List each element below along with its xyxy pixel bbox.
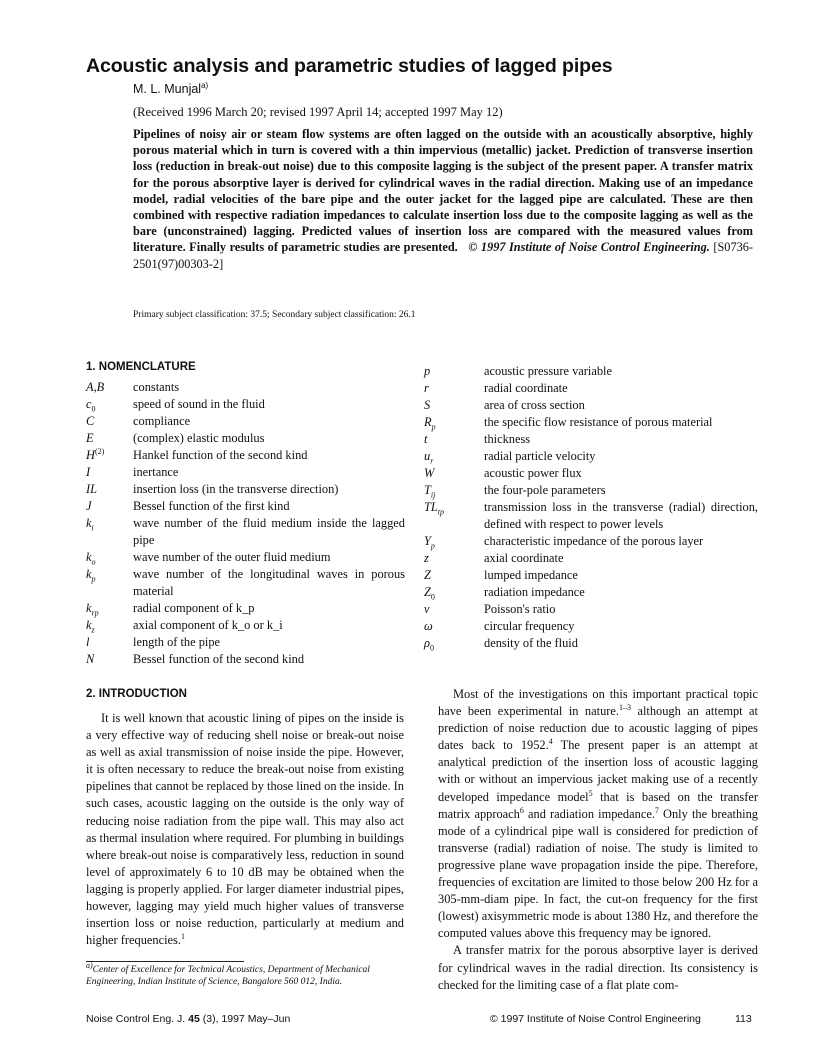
nomenclature-row bbox=[86, 498, 406, 515]
nomenclature-symbol: $Y_p$ bbox=[424, 534, 435, 551]
nomenclature-row bbox=[424, 380, 758, 397]
nomenclature-desc: Hankel function of the second kind bbox=[133, 448, 308, 462]
nomenclature-desc: axial component of k_o or k_i bbox=[133, 618, 283, 632]
nomenclature-row bbox=[86, 549, 406, 566]
nomenclature-row bbox=[424, 363, 758, 380]
nomenclature-symbol: E bbox=[86, 431, 94, 445]
nomenclature-symbol: S bbox=[424, 398, 431, 412]
nomenclature-symbol: $k_{rp}$ bbox=[86, 601, 99, 618]
nomenclature-desc: wave number of the longitudinal waves in porous material bbox=[133, 567, 405, 598]
nomenclature-symbol: $k_p$ bbox=[86, 567, 96, 584]
nomenclature-desc: the specific flow resistance of porous material bbox=[484, 415, 713, 429]
citation: 7 bbox=[654, 805, 659, 815]
nomenclature-row bbox=[86, 379, 406, 396]
nomenclature-row bbox=[424, 499, 758, 533]
nomenclature-symbol: ν bbox=[424, 602, 430, 616]
nomenclature-symbol: z bbox=[424, 551, 429, 565]
footnote-mark: a) bbox=[86, 960, 93, 970]
nomenclature-symbol: W bbox=[424, 466, 435, 480]
nomenclature-row bbox=[424, 482, 758, 499]
nomenclature-row bbox=[424, 550, 758, 567]
nomenclature-left-column bbox=[86, 379, 406, 668]
nomenclature-desc: circular frequency bbox=[484, 619, 575, 633]
nomenclature-row bbox=[424, 601, 758, 618]
page-number: 113 bbox=[735, 1013, 752, 1025]
nomenclature-symbol: $u_r$ bbox=[424, 449, 434, 466]
paragraph: It is well known that acoustic lining of pipes on the inside is a very effective way of reducing shell noise or break-out noise as well as axial transmission of noise inside the pipe. However, it is often necessary to reduce the break-out noise from existing pipelines that cannot be replaced by those lined on the inside. In such cases, acoustic lagging on the outside is the only way of reducing noise radiation from the pipe wall. This may also act as thermal insulation where required. For plumbing in buildings where break-out noise is comparatively less, reduction in sound level of approximately 6 to 10 dB may be obtained when the lagging is properly applied. For larger diameter industrial pipes, however, lagging may yield much higher values of transverse insertion loss or noise reduction, particularly at medium and higher frequencies.$^1$ bbox=[86, 711, 404, 948]
footer-journal: Noise Control Eng. J. 45 (3), 1997 May–Jun bbox=[86, 1013, 291, 1025]
nomenclature-desc: constants bbox=[133, 380, 180, 394]
nomenclature-desc: acoustic pressure variable bbox=[484, 364, 612, 378]
nomenclature-symbol: $R_p$ bbox=[424, 415, 436, 432]
nomenclature-row bbox=[86, 600, 406, 617]
author-note-mark: a) bbox=[201, 80, 209, 90]
nomenclature-desc: compliance bbox=[133, 414, 191, 428]
introduction-heading: 2. INTRODUCTION bbox=[86, 688, 187, 700]
introduction-column-left bbox=[86, 710, 404, 949]
nomenclature-symbol: $\rho_0$ bbox=[424, 636, 434, 653]
nomenclature-desc: area of cross section bbox=[484, 398, 585, 412]
nomenclature-desc: radial component of k_p bbox=[133, 601, 255, 615]
nomenclature-symbol: $k_i$ bbox=[86, 516, 94, 533]
nomenclature-desc: lumped impedance bbox=[484, 568, 578, 582]
nomenclature-desc: the four-pole parameters bbox=[484, 483, 606, 497]
nomenclature-symbol: N bbox=[86, 652, 95, 666]
nomenclature-symbol: t bbox=[424, 432, 428, 446]
nomenclature-desc: Bessel function of the second kind bbox=[133, 652, 305, 666]
citation: 4 bbox=[548, 737, 553, 747]
nomenclature-desc: length of the pipe bbox=[133, 635, 221, 649]
nomenclature-desc: wave number of the fluid medium inside the lagged pipe bbox=[133, 516, 405, 547]
author bbox=[133, 82, 208, 96]
received-dates: (Received 1996 March 20; revised 1997 April 14; accepted 1997 May 12) bbox=[133, 105, 503, 119]
citation: 1 bbox=[180, 932, 185, 942]
paragraph: Most of the investigations on this important practical topic have been experimental in nature.$^{1-3}$ although an attempt at prediction of noise reduction due to acoustic lagging of pipes dates back to 1952.$^4$ The present paper is an attempt at analytical prediction of the insertion loss of acoustic lagging with or without an impervious jacket making use of a recently developed impedance model$^5$ that is based on the transfer matrix approach$^6$ and radiation impedance.$^7$ Only the breathing mode of a cylindrical pipe wall is considered for prediction of transverse (radial) radiation of noise. The study is limited to progressive plane wave propagation inside the pipe. Therefore, frequencies of excitation are limited to those below 200 Hz for a 305-mm-diam pipe. In fact, the cut-on frequency for the first (lowest) axisymmetric mode is about 1380 Hz, and therefore the computed values above this frequency may be ignored. bbox=[438, 687, 758, 941]
nomenclature-symbol: l bbox=[86, 635, 90, 649]
nomenclature-symbol: $H^{(2)}$ bbox=[86, 446, 105, 462]
nomenclature-symbol: $T_{ij}$ bbox=[424, 483, 436, 500]
nomenclature-desc: transmission loss in the transverse (radial) direction, defined with respect to power levels bbox=[484, 500, 758, 531]
author-name: M. L. Munjal bbox=[133, 82, 202, 96]
nomenclature-desc: characteristic impedance of the porous layer bbox=[484, 534, 704, 548]
footnote bbox=[86, 960, 408, 988]
nomenclature-symbol: $TL_{tp}$ bbox=[424, 500, 445, 517]
nomenclature-row bbox=[424, 448, 758, 465]
nomenclature-row bbox=[424, 431, 758, 448]
introduction-column-right bbox=[438, 686, 758, 994]
nomenclature-desc: radiation impedance bbox=[484, 585, 585, 599]
nomenclature-desc: axial coordinate bbox=[484, 551, 564, 565]
nomenclature-desc: wave number of the outer fluid medium bbox=[133, 550, 331, 564]
nomenclature-row bbox=[86, 396, 406, 413]
nomenclature-row bbox=[86, 464, 406, 481]
paper-title: Acoustic analysis and parametric studies of lagged pipes bbox=[86, 55, 613, 77]
nomenclature-symbol: Z bbox=[424, 568, 431, 582]
nomenclature-symbol: $Z_0$ bbox=[424, 585, 435, 602]
nomenclature-symbol: I bbox=[86, 465, 91, 479]
citation: 5 bbox=[588, 788, 593, 798]
doi: [S0736-2501(97)00303-2] bbox=[133, 240, 753, 271]
nomenclature-symbol: $c_0$ bbox=[86, 397, 96, 414]
nomenclature-desc: Poisson's ratio bbox=[484, 602, 556, 616]
nomenclature-symbol: A,B bbox=[86, 380, 105, 394]
nomenclature-row bbox=[424, 465, 758, 482]
nomenclature-symbol: $k_o$ bbox=[86, 550, 96, 567]
footnote-text: Center of Excellence for Technical Acoustics, Department of Mechanical Engineering, Indian Institute of Science, Bangalore 560 012, India. bbox=[86, 965, 370, 987]
abstract bbox=[133, 126, 753, 272]
citation: 6 bbox=[519, 805, 524, 815]
nomenclature-desc: acoustic power flux bbox=[484, 466, 582, 480]
nomenclature-symbol: C bbox=[86, 414, 95, 428]
nomenclature-row bbox=[424, 635, 758, 652]
nomenclature-desc: density of the fluid bbox=[484, 636, 578, 650]
nomenclature-row bbox=[86, 430, 406, 447]
paragraph: A transfer matrix for the porous absorptive layer is derived for cylindrical waves in the radial direction. Its consistency is checked for the limiting case of a flat plate com- bbox=[438, 943, 758, 992]
nomenclature-symbol: r bbox=[424, 381, 429, 395]
nomenclature-symbol: p bbox=[424, 364, 431, 378]
nomenclature-desc: inertance bbox=[133, 465, 179, 479]
nomenclature-row bbox=[424, 618, 758, 635]
nomenclature-symbol: IL bbox=[86, 482, 98, 496]
nomenclature-row bbox=[424, 397, 758, 414]
subject-classification: Primary subject classification: 37.5; Secondary subject classification: 26.1 bbox=[133, 310, 416, 320]
nomenclature-row bbox=[86, 515, 406, 549]
nomenclature-row bbox=[86, 634, 406, 651]
nomenclature-row bbox=[424, 414, 758, 431]
nomenclature-row bbox=[424, 584, 758, 601]
footer-copyright: © 1997 Institute of Noise Control Engineering bbox=[490, 1013, 701, 1025]
nomenclature-desc: (complex) elastic modulus bbox=[133, 431, 265, 445]
nomenclature-row bbox=[86, 447, 406, 464]
nomenclature-row bbox=[86, 617, 406, 634]
nomenclature-desc: speed of sound in the fluid bbox=[133, 397, 265, 411]
nomenclature-desc: radial coordinate bbox=[484, 381, 568, 395]
footnote-rule bbox=[86, 961, 244, 962]
nomenclature-desc: radial particle velocity bbox=[484, 449, 596, 463]
nomenclature-desc: thickness bbox=[484, 432, 531, 446]
nomenclature-symbol: $k_z$ bbox=[86, 618, 95, 635]
abstract-copyright: © 1997 Institute of Noise Control Engineering. bbox=[468, 240, 710, 255]
nomenclature-row bbox=[86, 481, 406, 498]
citation: 1–3 bbox=[619, 702, 631, 712]
nomenclature-right-column bbox=[424, 363, 758, 652]
nomenclature-row bbox=[86, 651, 406, 668]
nomenclature-desc: insertion loss (in the transverse direction) bbox=[133, 482, 339, 496]
nomenclature-row bbox=[424, 533, 758, 550]
nomenclature-symbol: ω bbox=[424, 619, 433, 633]
nomenclature-row bbox=[424, 567, 758, 584]
nomenclature-row bbox=[86, 413, 406, 430]
nomenclature-desc: Bessel function of the first kind bbox=[133, 499, 290, 513]
abstract-text: Pipelines of noisy air or steam flow systems are often lagged on the outside with an acoustically absorptive, highly porous material which in turn is covered with a thin impervious (metallic) jacket. Prediction of transverse insertion loss (reduction in break-out noise) due to this composite lagging is the subject of the present paper. A transfer matrix for the porous absorptive layer is derived for cylindrical waves in the radial direction. Making use of an impedance model, radial velocities of the bare pipe and the outer jacket for the lagged pipe are calculated. These are then combined with respective radiation impedances to calculate insertion loss due to the composite lagging as well as the bare (unconstrained) lagging. Predicted values of insertion loss are compared with the measured values from literature. Finally results of parametric studies are presented. bbox=[133, 127, 753, 255]
nomenclature-symbol: J bbox=[86, 499, 92, 513]
nomenclature-heading: 1. NOMENCLATURE bbox=[86, 361, 196, 373]
nomenclature-row bbox=[86, 566, 406, 600]
